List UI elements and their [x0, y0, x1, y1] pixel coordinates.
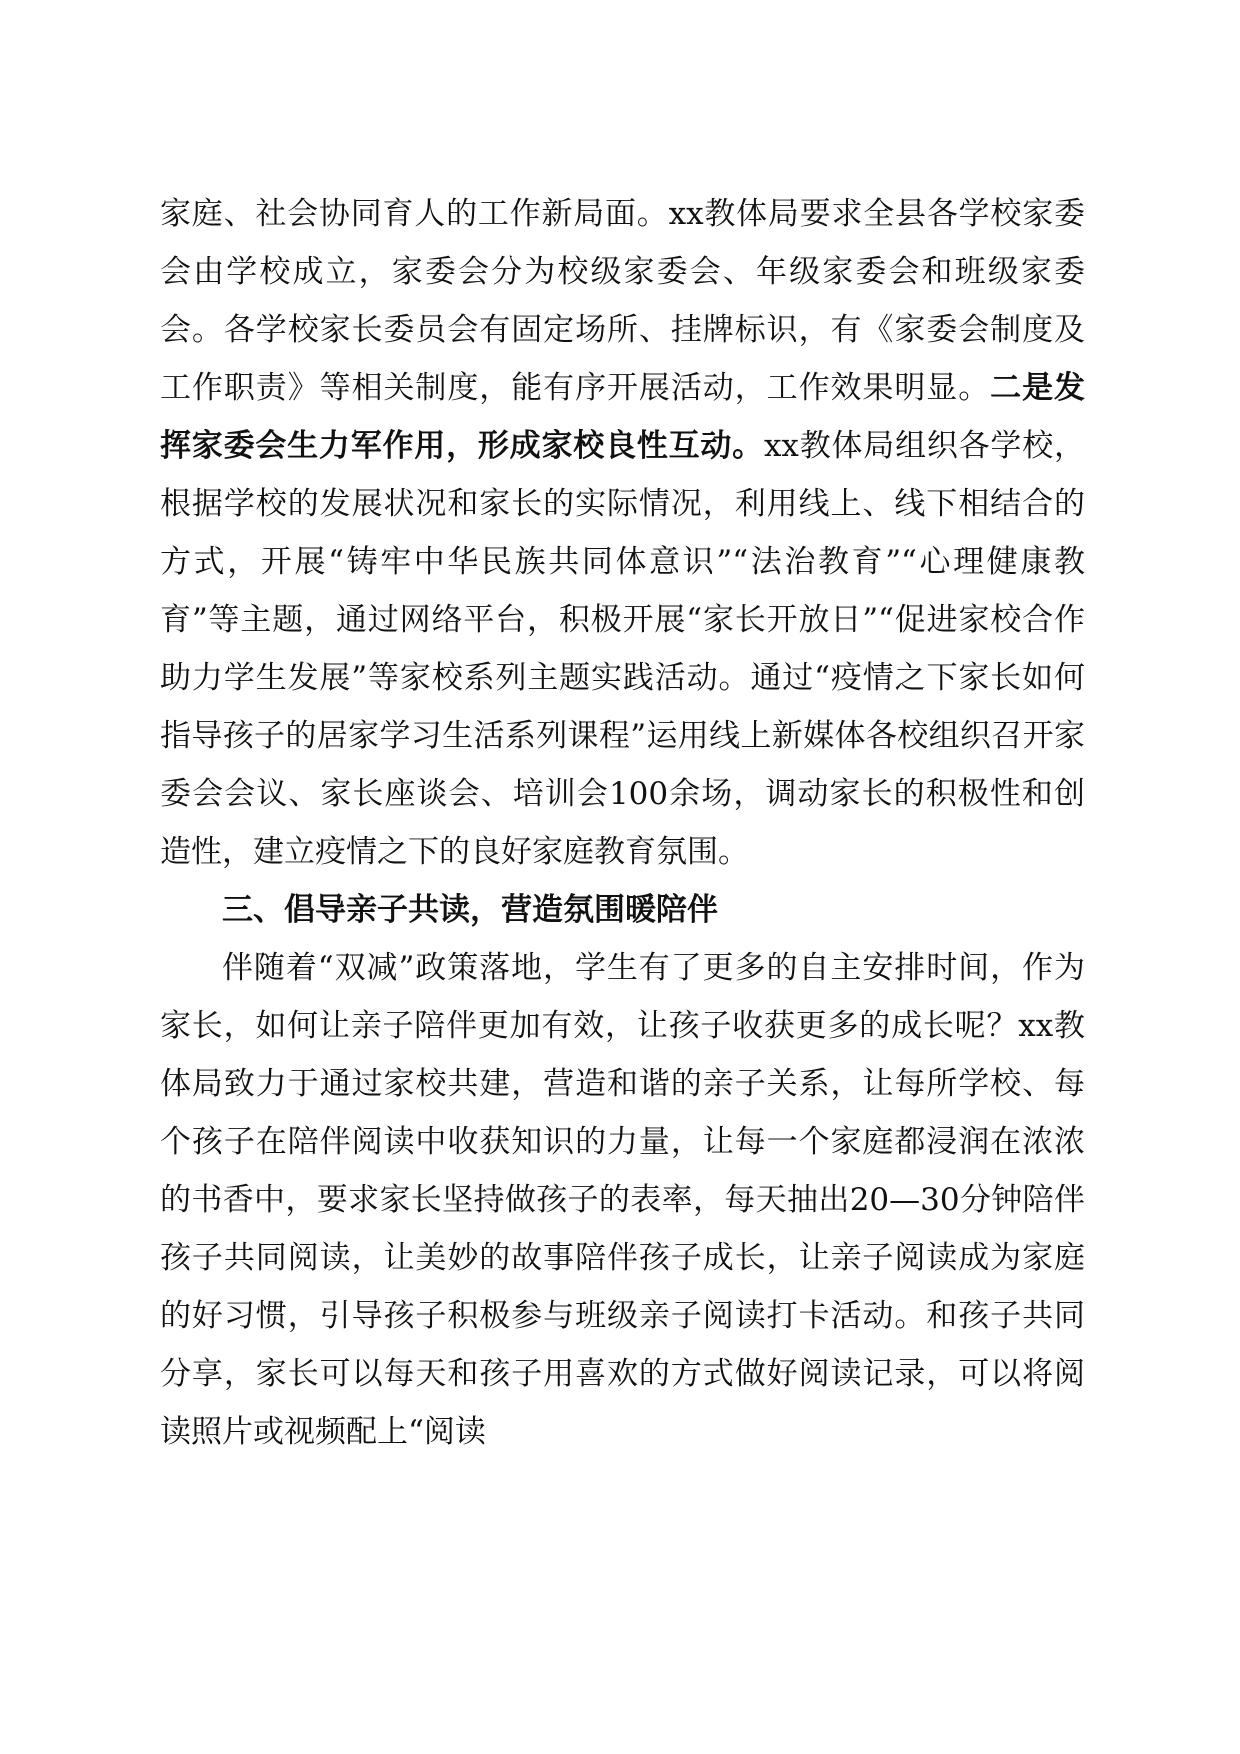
paragraph-text-continued: xx教体局组织各学校，根据学校的发展状况和家长的实际情况，利用线上、线下相结合的方式，开展“铸牢中华民族共同体意识”“法治教育”“心理健康教育”等主题，通过网络平台，积极开展“家长开放日”“促进家校合作助力学生发展”等家校系列主题实践活动。通过“疫情之下家长如何指导孩子的居家学习生活系列课程”运用线上新媒体各校组织召开家委会会议、家长座谈会、培训会100余场，调动家长的积极性和创造性，建立疫情之下的良好家庭教育氛围。 [160, 428, 1085, 870]
section-body-paragraph: 伴随着“双减”政策落地，学生有了更多的自主安排时间，作为家长，如何让亲子陪伴更加有效，让孩子收获更多的成长呢？xx教体局致力于通过家校共建，营造和谐的亲子关系，让每所学校、每个孩子在陪伴阅读中收获知识的力量，让每一个家庭都浸润在浓浓的书香中，要求家长坚持做孩子的表率，每天抽出20—30分钟陪伴孩子共同阅读，让美妙的故事陪伴孩子成长，让亲子阅读成为家庭的好习惯，引导孩子积极参与班级亲子阅读打卡活动。和孩子共同分享，家长可以每天和孩子用喜欢的方式做好阅读记录，可以将阅读照片或视频配上“阅读 [160, 950, 1085, 1450]
document-page [160, 185, 1085, 1461]
bold-key-point: 二是发挥家委会生力军作用，形成家校良性互动。 [160, 370, 1085, 464]
section-heading: 三、倡导亲子共读，营造氛围暖陪伴 [222, 892, 718, 928]
paragraph-text: 家庭、社会协同育人的工作新局面。xx教体局要求全县各学校家委会由学校成立，家委会分为校级家委会、年级家委会和班级家委会。各学校家长委员会有固定场所、挂牌标识，有《家委会制度及工作职责》等相关制度，能有序开展活动，工作效果明显。 [160, 196, 1085, 406]
body-paragraph [160, 185, 1085, 881]
